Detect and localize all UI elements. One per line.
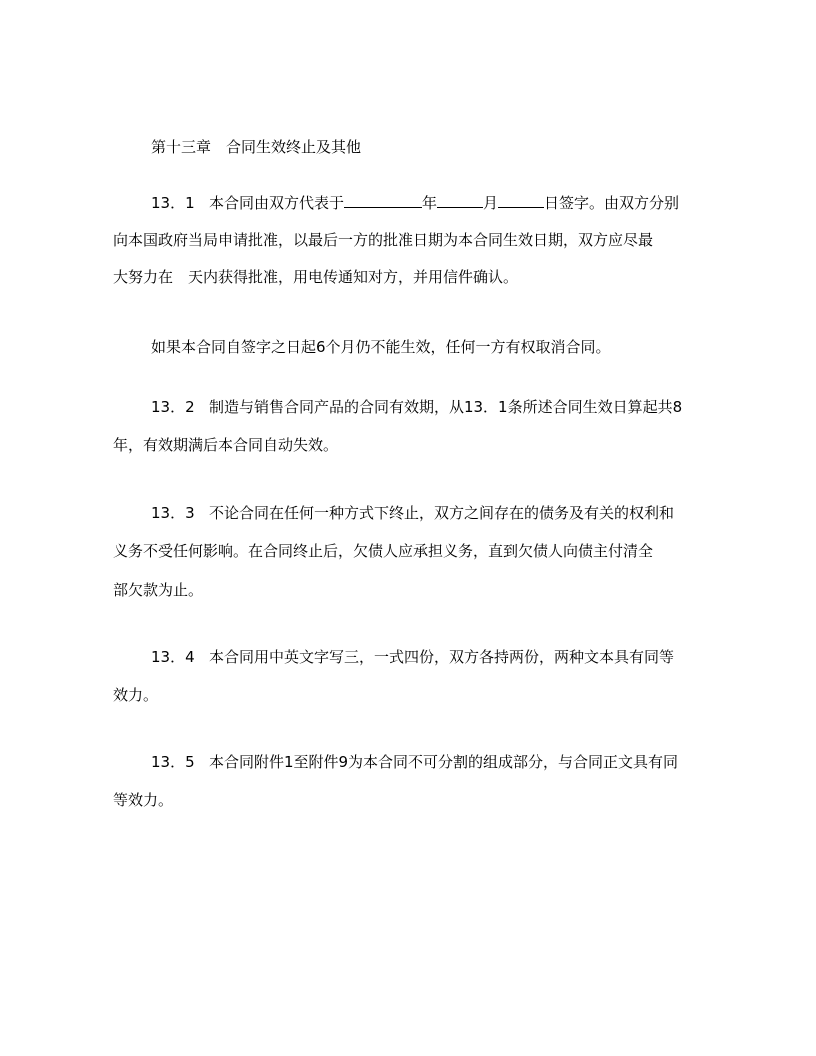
clause-number: 13．1: [151, 194, 195, 212]
month-label: 月: [482, 194, 498, 212]
chapter-title: 合同生效终止及其他: [226, 138, 362, 156]
clause-13-5-line-1: [151, 752, 703, 772]
clause-text: 日签字。由双方分别: [544, 194, 680, 212]
clause-13-4-line-1: [151, 647, 703, 667]
clause-text: 大努力在: [113, 268, 174, 286]
clause-number: 13．3: [151, 504, 195, 522]
clause-13-1-line-2: 向本国政府当局申请批准，以最后一方的批准日期为本合同生效日期，双方应尽最: [113, 231, 654, 249]
clause-13-4-line-2: 效力。: [113, 686, 159, 704]
date-blank-month: [437, 192, 483, 208]
chapter-heading: [151, 137, 703, 157]
date-blank-year: [344, 192, 422, 208]
clause-text: 本合同由双方代表于: [208, 194, 344, 212]
clause-text: 本合同用中英文字写三，一式四份，双方各持两份，两种文本具有同等: [208, 648, 674, 666]
clause-13-2-line-1: [151, 397, 703, 417]
chapter-number: 第十三章: [151, 138, 212, 156]
clause-13-1-line-1: [151, 192, 703, 213]
clause-13-3-line-3: 部欠款为止。: [113, 581, 204, 599]
clause-number: 13．2: [151, 398, 195, 416]
clause-13-1-line-3: [113, 267, 703, 287]
date-blank-day: [498, 192, 544, 208]
clause-13-5-line-2: 等效力。: [113, 791, 174, 809]
clause-text: 本合同附件1至附件9为本合同不可分割的组成部分，与合同正文具有同: [208, 753, 679, 771]
clause-13-3-line-1: [151, 503, 703, 523]
clause-number: 13．5: [151, 753, 195, 771]
clause-number: 13．4: [151, 648, 195, 666]
clause-13-2-line-2: 年，有效期满后本合同自动失效。: [113, 436, 339, 454]
clause-13-3-line-2: 义务不受任何影响。在合同终止后，欠债人应承担义务，直到欠债人向债主付清全: [113, 542, 654, 560]
clause-13-1-note: 如果本合同自签字之日起6个月仍不能生效，任何一方有权取消合同。: [151, 338, 611, 356]
clause-text: 不论合同在任何一种方式下终止，双方之间存在的债务及有关的权利和: [208, 504, 674, 522]
year-label: 年: [421, 194, 437, 212]
clause-text: 制造与销售合同产品的合同有效期，从13．1条所述合同生效日算起共8: [208, 398, 683, 416]
clause-text: 天内获得批准，用电传通知对方，并用信件确认。: [188, 268, 519, 286]
